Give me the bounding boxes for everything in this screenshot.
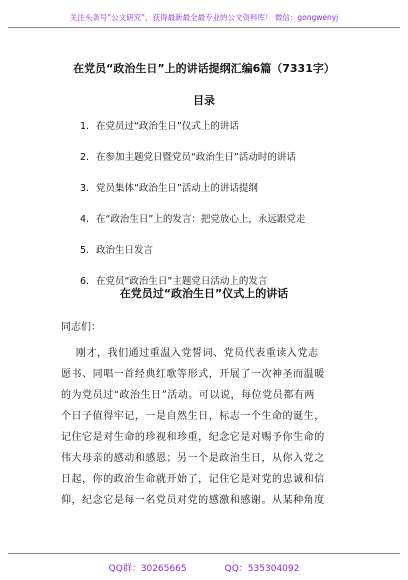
paragraph-line: 伟大母亲的感动和感恩；另一个是政治生日，从你入党之 — [61, 453, 325, 464]
paragraph-line: 的为党员过“政治生日”活动。可以说，每位党员都有两 — [61, 390, 315, 401]
section-heading: 在党员过“政治生日”仪式上的讲话 — [119, 287, 289, 300]
toc-item[interactable] — [80, 180, 305, 211]
toc-heading: 目录 — [193, 94, 215, 107]
toc-item-number: 4. — [80, 214, 90, 225]
footer-divider — [8, 553, 400, 554]
toc-item-number: 6. — [80, 276, 90, 287]
salutation: 同志们： — [61, 322, 101, 333]
toc-item-number: 1. — [80, 121, 90, 132]
toc-item-number: 5. — [80, 245, 90, 256]
footer-qq: QQ：535304092 — [224, 564, 300, 574]
toc-item[interactable] — [80, 149, 305, 180]
paragraph-line: 记住它是对生命的珍视和珍重，纪念它是对赐予你生命的 — [61, 432, 325, 443]
footer-qq-group: QQ群：30265665 — [108, 564, 187, 574]
toc-item-label: 在参加主题党日暨党员“政治生日”活动时的讲话 — [96, 152, 296, 163]
header-divider — [8, 27, 400, 28]
toc-item-number: 3. — [80, 183, 90, 194]
toc-item-label: 党员集体“政治生日”活动上的讲话提纲 — [96, 183, 258, 194]
toc-item-label: 在党员过“政治生日”仪式上的讲话 — [96, 121, 239, 132]
header-banner: 关注头条号“公文研究”，获得最新最全最专业的公文资料库！ 微信：gongwenyj — [69, 13, 339, 22]
body-paragraph — [61, 343, 357, 511]
paragraph-line: 愿书、同唱一首经典红歌等形式，开展了一次神圣而温暖 — [61, 369, 325, 380]
toc-item[interactable] — [80, 118, 305, 149]
footer — [0, 561, 408, 574]
paragraph-line: 刚才，我们通过重温入党誓词、党员代表重读入党志 — [61, 348, 319, 359]
toc-item[interactable] — [80, 242, 305, 273]
document-title: 在党员“政治生日”上的讲话提纲汇编6篇（7331字） — [73, 62, 335, 75]
toc-item-label: 在“政治生日”上的发言：把党放心上，永远跟党走 — [96, 214, 306, 225]
paragraph-line: 日起，你的政治生命就开始了，记住它是对党的忠诚和信 — [61, 474, 325, 485]
toc-item[interactable] — [80, 211, 305, 242]
table-of-contents — [80, 118, 305, 304]
paragraph-line: 仰，纪念它是每一名党员对党的感激和感谢。从某种角度 — [61, 495, 325, 506]
toc-item-label: 政治生日发言 — [96, 245, 154, 256]
paragraph-line: 个日子值得牢记，一是自然生日，标志一个生命的诞生， — [61, 411, 325, 422]
toc-item-number: 2. — [80, 152, 90, 163]
toc-item-label: 在党员“政治生日”主题党日活动上的发言 — [96, 276, 268, 287]
